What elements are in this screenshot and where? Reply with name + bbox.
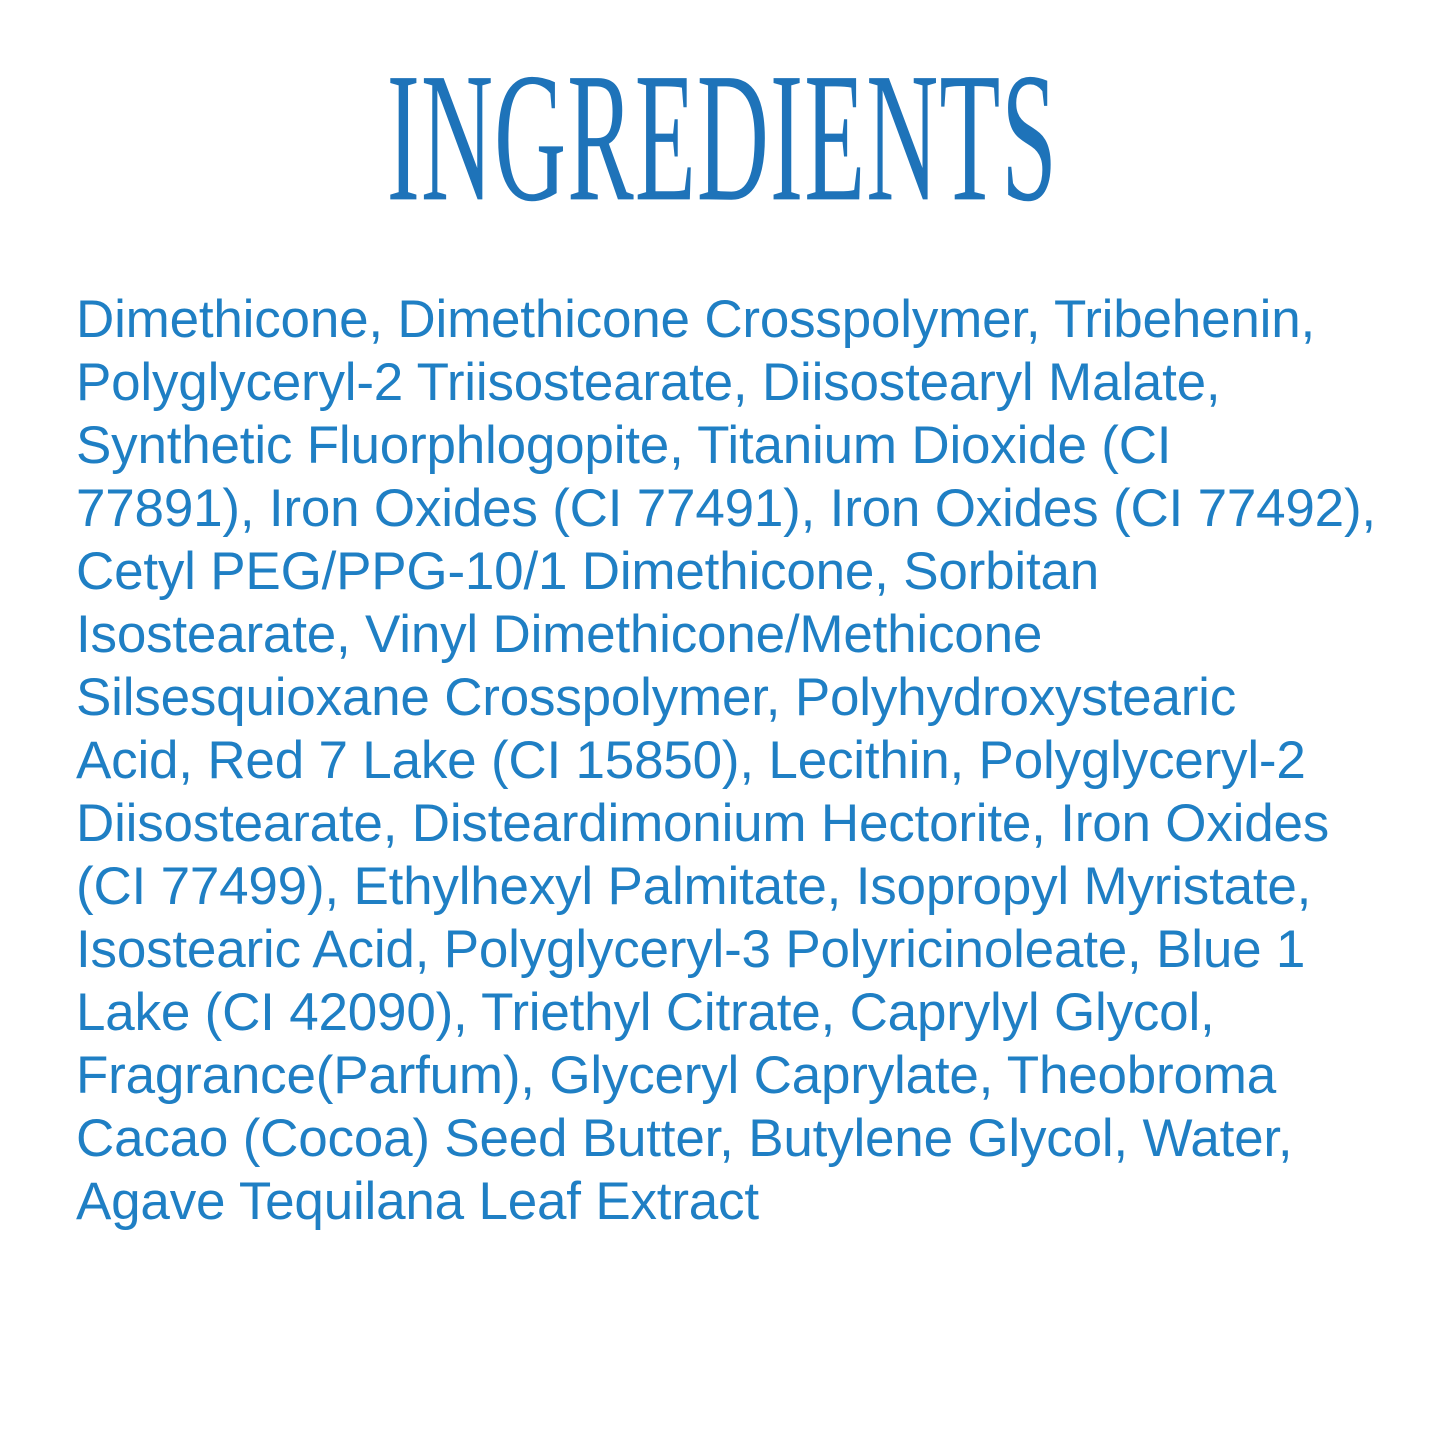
ingredients-title: INGREDIENTS <box>386 34 1059 240</box>
ingredients-line: Isostearic Acid, Polyglyceryl-3 Polyricinoleate, Blue 1 <box>76 920 1306 979</box>
ingredients-line: Isostearate, Vinyl Dimethicone/Methicone <box>76 605 1043 664</box>
ingredients-line: Cetyl PEG/PPG-10/1 Dimethicone, Sorbitan <box>76 542 1100 601</box>
ingredients-line: Lake (CI 42090), Triethyl Citrate, Caprylyl Glycol, <box>76 983 1215 1042</box>
ingredients-line: Agave Tequilana Leaf Extract <box>76 1172 759 1231</box>
ingredients-line: Polyglyceryl-2 Triisostearate, Diisostearyl Malate, <box>76 353 1221 412</box>
ingredients-list <box>76 288 1406 1233</box>
ingredients-line: Synthetic Fluorphlogopite, Titanium Dioxide (CI <box>76 416 1172 475</box>
ingredients-line: Cacao (Cocoa) Seed Butter, Butylene Glycol, Water, <box>76 1109 1293 1168</box>
title-container <box>0 34 1445 240</box>
ingredients-line: Fragrance(Parfum), Glyceryl Caprylate, Theobroma <box>76 1046 1277 1105</box>
ingredients-line: (CI 77499), Ethylhexyl Palmitate, Isopropyl Myristate, <box>76 857 1312 916</box>
ingredients-line: Silsesquioxane Crosspolymer, Polyhydroxystearic <box>76 668 1237 727</box>
ingredients-line: 77891), Iron Oxides (CI 77491), Iron Oxides (CI 77492), <box>76 479 1376 538</box>
ingredients-line: Diisostearate, Disteardimonium Hectorite, Iron Oxides <box>76 794 1330 853</box>
ingredients-line: Dimethicone, Dimethicone Crosspolymer, Tribehenin, <box>76 290 1315 349</box>
ingredients-line: Acid, Red 7 Lake (CI 15850), Lecithin, Polyglyceryl-2 <box>76 731 1306 790</box>
